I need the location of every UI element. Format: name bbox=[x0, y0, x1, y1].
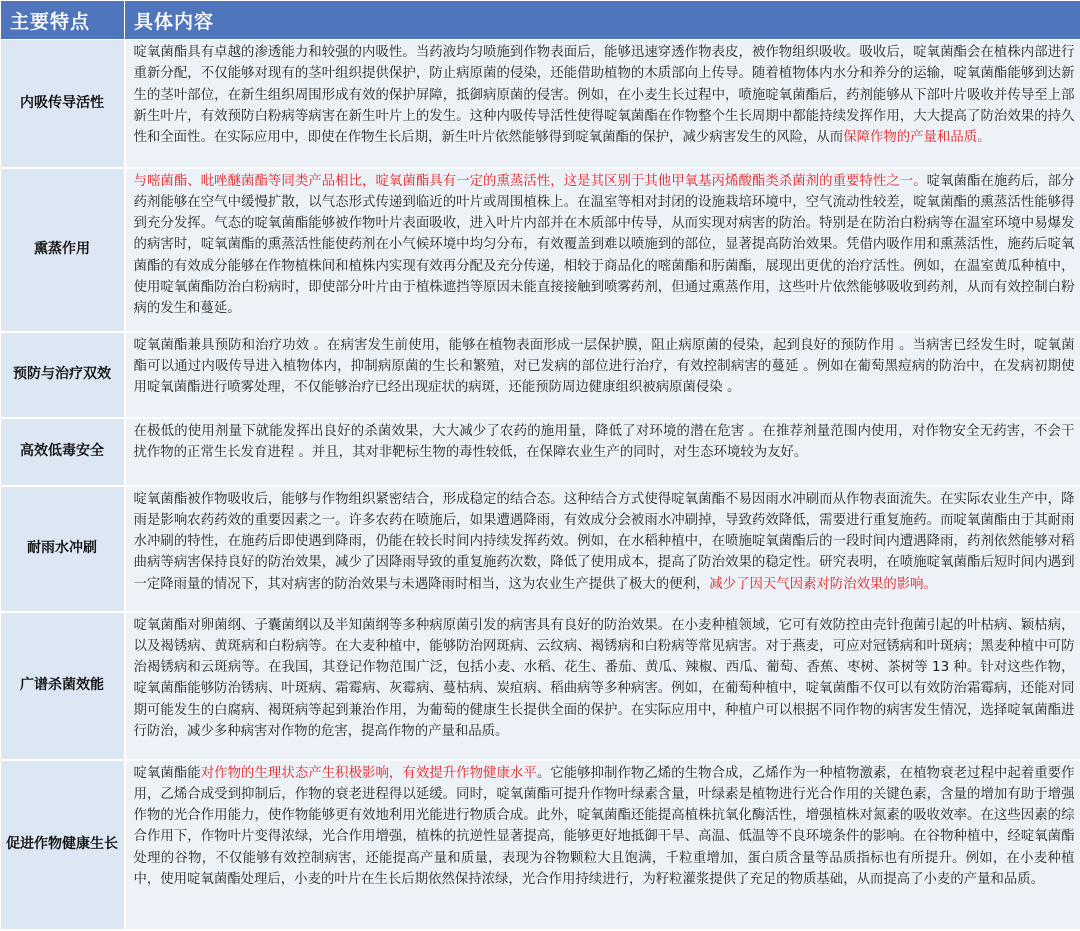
feature-name-cell: 高效低毒安全 bbox=[1, 418, 125, 486]
feature-description-cell bbox=[125, 612, 1080, 760]
feature-description-cell bbox=[125, 332, 1080, 418]
description-text: 啶氧菌酯具有卓越的渗透能力和较强的内吸性。当药液均匀喷施到作物表面后，能够迅速穿透作物表皮，被作物组织吸收。吸收后，啶氧菌酯会在植株内部进行重新分配，不仅能够对现有的茎叶组织提供保护，防止病原菌的侵染，还能借助植物的木质部向上传导。随着植物体内水分和养分的运输，啶氧菌酯能够到达新生的茎叶部位，在新生组织周围形成有效的保护屏障，抵御病原菌的侵害。例如，在小麦生长过程中，喷施啶氧菌酯后，药剂能够从下部叶片吸收并传导至上部新生叶片，有效预防白粉病等病害在新生叶片上的发生。这种内吸传导活性使得啶氧菌酯在作物整个生长周期中都能持续发挥作用，大大提高了防治效果的持久性和全面性。在实际应用中，即使在作物生长后期，新生叶片依然能够得到啶氧菌酯的保护，减少病害发生的风险，从而 bbox=[134, 45, 1075, 145]
description-text: 啶氧菌酯被作物吸收后，能够与作物组织紧密结合，形成稳定的结合态。这种结合方式使得啶氧菌酯不易因雨水冲刷而从作物表面流失。在实际农业生产中，降雨是影响农药药效的重要因素之一。许多农药在喷施后，如果遭遇降雨，有效成分会被雨水冲刷掉，导致药效降低，需要进行重复施药。而啶氧菌酯由于其耐雨水冲刷的特性，在施药后即使遇到降雨，仍能在较长时间内持续发挥药效。例如，在水稻种植中，在喷施啶氧菌酯后的一段时间内遭遇降雨，药剂依然能够对稻曲病等病害保持良好的防治效果，减少了因降雨导致的重复施药次数，降低了使用成本，提高了防治效果的稳定性。研究表明，在喷施啶氧菌酯后短时间内遇到一定降雨量的情况下，其对病害的防治效果与未遇降雨时相当，这为农业生产提供了极大的便利， bbox=[134, 492, 1075, 592]
header-specific-content: 具体内容 bbox=[125, 1, 1080, 40]
table-row bbox=[1, 40, 1080, 168]
header-main-feature: 主要特点 bbox=[1, 1, 125, 40]
highlighted-text: 保障作物的产量和品质。 bbox=[843, 130, 990, 145]
feature-description-cell bbox=[125, 168, 1080, 332]
table-row bbox=[1, 418, 1080, 486]
table-row bbox=[1, 612, 1080, 760]
description-text: 在极低的使用剂量下就能发挥出良好的杀菌效果，大大减少了农药的施用量，降低了对环境的潜在危害 。在推荐剂量范围内使用，对作物安全无药害，不会干扰作物的正常生长发育进程 。并且，其对非靶标生物的毒性较低，在保障农业生产的同时，对生态环境较为友好。 bbox=[134, 424, 1075, 460]
feature-description-cell bbox=[125, 760, 1080, 930]
highlighted-text: 与嘧菌酯、吡唑醚菌酯等同类产品相比，啶氧菌酯具有一定的熏蒸活性，这是其区别于其他甲氧基丙烯酸酯类杀菌剂的重要特性之一。 bbox=[134, 174, 927, 189]
feature-description-cell bbox=[125, 40, 1080, 168]
feature-name-cell: 内吸传导活性 bbox=[1, 40, 125, 168]
table-row bbox=[1, 168, 1080, 332]
feature-name-cell: 耐雨水冲刷 bbox=[1, 486, 125, 612]
table-body bbox=[1, 40, 1080, 930]
table-row bbox=[1, 760, 1080, 930]
description-text: 啶氧菌酯兼具预防和治疗功效 。在病害发生前使用，能够在植物表面形成一层保护膜，阻止病原菌的侵染，起到良好的预防作用 。当病害已经发生时，啶氧菌酯可以通过内吸传导进入植物体内，抑制病原菌的生长和繁殖，对已发病的部位进行治疗，有效控制病害的蔓延 。例如在葡萄黑痘病的防治中，在发病初期使用啶氧菌酯进行喷雾处理，不仅能够治疗已经出现症状的病斑，还能预防周边健康组织被病原菌侵染 。 bbox=[134, 338, 1075, 396]
table-row bbox=[1, 486, 1080, 612]
feature-description-cell bbox=[125, 486, 1080, 612]
description-text: 啶氧菌酯对卵菌纲、子囊菌纲以及半知菌纲等多种病原菌引发的病害具有良好的防治效果。在小麦种植领域，它可有效防控由壳针孢菌引起的叶枯病、颖枯病，以及褐锈病、黄斑病和白粉病等。在大麦种植中，能够防治网斑病、云纹病、褐锈病和白粉病等常见病害。对于燕麦，可应对冠锈病和叶斑病；黑麦种植中可防治褐锈病和云斑病等。在我国，其登记作物范围广泛，包括小麦、水稻、花生、番茄、黄瓜、辣椒、西瓜、葡萄、香蕉、枣树、茶树等 13 种。针对这些作物，啶氧菌酯能够防治锈病、叶斑病、霜霉病、灰霉病、蔓枯病、炭疽病、稻曲病等多种病害。例如，在葡萄种植中，啶氧菌酯不仅可以有效防治霜霉病，还能对同期可能发生的白腐病、褐斑病等起到兼治作用，为葡萄的健康生长提供全面的保护。在实际应用中，种植户可以根据不同作物的病害发生情况，选择啶氧菌酯进行防治，减少多种病害对作物的危害，提高作物的产量和品质。 bbox=[134, 618, 1075, 739]
table-row bbox=[1, 332, 1080, 418]
feature-name-cell: 促进作物健康生长 bbox=[1, 760, 125, 930]
description-text: 啶氧菌酯在施药后，部分药剂能够在空气中缓慢扩散，以气态形式传递到临近的叶片或周围植株上。在温室等相对封闭的设施栽培环境中，空气流动性较差，啶氧菌酯的熏蒸活性能够得到充分发挥。气态的啶氧菌酯能够被作物叶片表面吸收，进入叶片内部并在木质部中传导，从而实现对病害的防治。特别是在防治白粉病等在温室环境中易爆发的病害时，啶氧菌酯的熏蒸活性能使药剂在小气候环境中均匀分布，有效覆盖到难以喷施到的部位，显著提高防治效果。凭借内吸作用和熏蒸活性，施药后啶氧菌酯的有效成分能够在作物植株间和植株内实现有效再分配及充分传递，相较于商品化的嘧菌酯和肟菌酯，展现出更优的治疗活性。例如，在温室黄瓜种植中，使用啶氧菌酯防治白粉病时，即使部分叶片由于植株遮挡等原因未能直接接触到喷雾药剂，但通过熏蒸作用，这些叶片依然能够吸收到药剂，从而有效控制白粉病的发生和蔓延。 bbox=[134, 174, 1075, 317]
feature-name-cell: 广谱杀菌效能 bbox=[1, 612, 125, 760]
feature-name-cell: 熏蒸作用 bbox=[1, 168, 125, 332]
highlighted-text: 对作物的生理状态产生积极影响，有效提升作物健康水平 bbox=[201, 766, 537, 781]
feature-name-cell: 预防与治疗双效 bbox=[1, 332, 125, 418]
feature-description-cell bbox=[125, 418, 1080, 486]
description-text: 啶氧菌酯能 bbox=[134, 766, 201, 781]
table-header-row bbox=[1, 1, 1080, 40]
highlighted-text: 减少了因天气因素对防治效果的影响。 bbox=[709, 577, 937, 592]
description-text: 。它能够抑制作物乙烯的生物合成，乙烯作为一种植物激素，在植物衰老过程中起着重要作用，乙烯合成受到抑制后，作物的衰老进程得以延缓。同时，啶氧菌酯可提升作物叶绿素含量，叶绿素是植物进行光合作用的关键色素，含量的增加有助于增强作物的光合作用能力，使作物能够更有效地利用光能进行物质合成。此外，啶氧菌酯还能提高植株抗氧化酶活性，增强植株对氮素的吸收效率。在这些因素的综合作用下，作物叶片变得浓绿，光合作用增强，植株的抗逆性显著提高，能够更好地抵御干旱、高温、低温等不良环境条件的影响。在谷物种植中，经啶氧菌酯处理的谷物，不仅能够有效控制病害，还能提高产量和质量，表现为谷物颗粒大且饱满，千粒重增加，蛋白质含量等品质指标也有所提升。例如，在小麦种植中，使用啶氧菌酯处理后，小麦的叶片在生长后期依然保持浓绿，光合作用持续进行，为籽粒灌浆提供了充足的物质基础，从而提高了小麦的产量和品质。 bbox=[134, 766, 1075, 887]
